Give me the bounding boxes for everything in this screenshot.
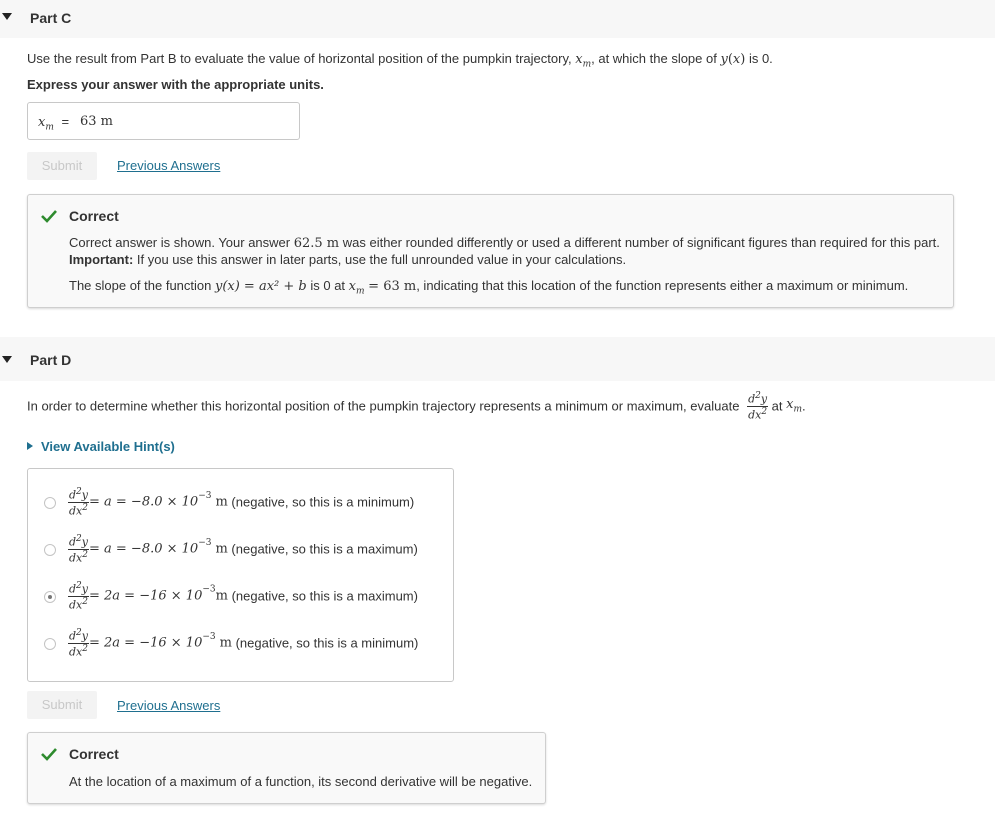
radio-icon[interactable] xyxy=(44,591,56,603)
part-d-header[interactable] xyxy=(0,337,995,381)
answer-input[interactable] xyxy=(27,102,300,140)
feedback-text: At the location of a maximum of a function, its second derivative will be negative. xyxy=(69,774,533,789)
view-hints-toggle[interactable]: View Available Hint(s) xyxy=(27,439,175,454)
answer-choices: $\frac{d^2y}{dx^2}$ = $a = -8.0 \times 10^{-3}$ m (negative, so this is a minimum) $\frac{d^2y}{dx^2}$ = $a = -8.0 \times 10^{-3}$ m (negative, so this is a maximum) $\frac{d^2y}{dx^2}$ = $2a = -16 \times 10^{-3}m$ (negative, so this is a maximum) $\frac{d^2y}{dx^2}$ = $2a = -16 \times 10^{-3}$ m (negative, so this is a minimum) xyxy=(27,468,454,682)
answer-label: $x_m$ = xyxy=(38,114,70,133)
feedback-panel-part-c xyxy=(27,194,954,308)
y-of-x-symbol: y xyxy=(720,52,728,67)
radio-icon[interactable] xyxy=(44,638,56,650)
part-d-title: Part D xyxy=(30,352,72,368)
checkmark-icon xyxy=(41,747,57,761)
feedback-panel-part-d xyxy=(27,732,546,804)
submit-button-part-c[interactable]: Submit xyxy=(27,152,97,180)
checkmark-icon xyxy=(41,209,57,223)
feedback-line-3: The slope of the function y(x) = ax² + b is 0 at $x_m = 63$ m, indicating that this location of the function represents either a maximum or minimum. xyxy=(69,278,909,297)
radio-icon[interactable] xyxy=(44,544,56,556)
expand-triangle-icon xyxy=(27,442,33,450)
feedback-line-1: Correct answer is shown. Your answer 62.5 m was either rounded differently or used a different number of significant figures than required for this part. xyxy=(69,235,940,251)
collapse-triangle-icon[interactable] xyxy=(2,13,12,20)
collapse-triangle-icon[interactable] xyxy=(2,356,12,363)
part-c-instruction: Express your answer with the appropriate units. xyxy=(27,77,324,92)
feedback-status: Correct xyxy=(69,208,119,224)
previous-answers-link-part-c[interactable]: Previous Answers xyxy=(117,158,221,173)
radio-icon[interactable] xyxy=(44,497,56,509)
part-c-header[interactable] xyxy=(0,0,995,38)
part-c-question: Use the result from Part B to evaluate the value of horizontal position of the pumpkin trajectory, $x_m$, at which the slope of y(x) is 0. xyxy=(27,51,773,70)
part-d-question: In order to determine whether this horizontal position of the pumpkin trajectory represents a minimum or maximum, evaluate $\frac{d^2y}{dx^2}$ at $x_m$. xyxy=(27,391,806,422)
answer-value: 63 m xyxy=(80,114,114,129)
previous-answers-link-part-d[interactable]: Previous Answers xyxy=(117,698,221,713)
submit-button-part-d[interactable]: Submit xyxy=(27,691,97,719)
part-c-title: Part C xyxy=(30,10,72,26)
feedback-line-2: Important: If you use this answer in later parts, use the full unrounded value in your calculations. xyxy=(69,252,627,267)
second-derivative-fraction: $\frac{d^2y}{dx^2}$ xyxy=(748,391,768,422)
feedback-status: Correct xyxy=(69,746,119,762)
xm-symbol: $x_m$ xyxy=(575,52,592,70)
